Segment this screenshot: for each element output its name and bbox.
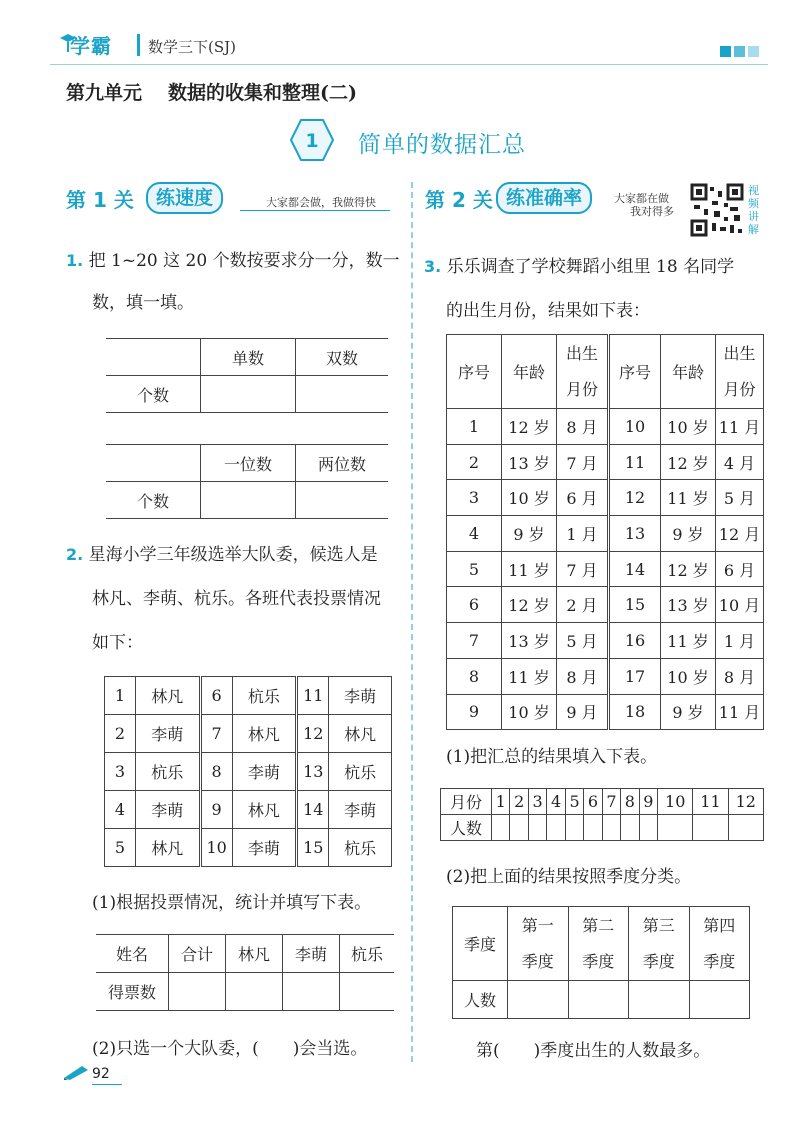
table-row-label: 个数 [106, 376, 201, 413]
table-cell: 18 [609, 694, 661, 730]
birth-row [447, 658, 764, 694]
vote-candidate: 杭乐 [232, 677, 297, 715]
answer-cell[interactable] [584, 815, 602, 841]
vote-class-number: 7 [200, 715, 232, 753]
vote-candidate: 李萌 [329, 677, 392, 715]
qr-label: 视频讲解 [748, 184, 759, 236]
vote-candidate: 杭乐 [136, 753, 201, 791]
vote-class-number: 12 [297, 715, 329, 753]
vote-candidate: 林凡 [329, 715, 392, 753]
table-cell: 1 [447, 409, 502, 445]
table-cell: 9 岁 [661, 694, 716, 730]
q2-sub1: (1)根据投票情况，统计并填写下表。 [92, 893, 372, 913]
header-part: 出生 [565, 343, 598, 363]
q2-line2: 林凡、李萌、杭乐。各班代表投票情况 [92, 589, 381, 609]
brand-name: 学霸 [70, 34, 112, 58]
season-name: 第一 [521, 915, 554, 935]
table-cell: 12 [609, 480, 661, 516]
vote-candidate: 林凡 [136, 677, 201, 715]
season-suffix: 季度 [582, 951, 615, 971]
footer-line [92, 1084, 122, 1085]
season-suffix: 季度 [703, 951, 736, 971]
month-cell: 6 [584, 789, 602, 815]
table-cell: 6 [447, 587, 502, 623]
section-number: 1 [305, 130, 319, 152]
answer-cell[interactable] [658, 815, 693, 841]
table-header: 单数 [201, 339, 296, 376]
table-cell: 9 岁 [502, 516, 557, 552]
vote-candidate: 李萌 [136, 791, 201, 829]
table-cell: 13 岁 [661, 587, 716, 623]
answer-cell[interactable] [602, 815, 620, 841]
q3-text [424, 246, 784, 288]
table-cell: 13 岁 [502, 623, 557, 659]
table-cell: 5 月 [716, 480, 764, 516]
birth-row [447, 694, 764, 730]
month-cell: 7 [602, 789, 620, 815]
table-header: 杭乐 [340, 935, 395, 973]
qr-code-icon[interactable] [690, 183, 744, 237]
table-cell: 14 [609, 551, 661, 587]
table-cell: 15 [609, 587, 661, 623]
table-header: 序号 [447, 335, 502, 409]
table-cell: 10 岁 [661, 658, 716, 694]
vote-class-number: 9 [200, 791, 232, 829]
q3-line1: 乐乐调查了学校舞蹈小组里 18 名同学 [446, 257, 735, 277]
table-row-label: 人数 [441, 815, 492, 841]
table-cell: 5 月 [557, 623, 609, 659]
q2-sub2: (2)只选一个大队委，( )会当选。 [92, 1039, 368, 1059]
q3-month-table [440, 788, 764, 841]
header-part: 出生 [723, 343, 756, 363]
vote-row [105, 829, 392, 867]
answer-cell[interactable] [568, 981, 629, 1019]
month-cell: 10 [658, 789, 693, 815]
season-header [508, 907, 569, 981]
unit-heading [66, 78, 383, 105]
table-header: 李萌 [283, 935, 340, 973]
table-cell: 2 [447, 444, 502, 480]
level2-note2: 我对得多 [630, 205, 674, 218]
table-cell: 10 月 [716, 587, 764, 623]
q3-birth-table [446, 334, 764, 730]
vote-candidate: 李萌 [136, 715, 201, 753]
answer-cell[interactable] [492, 815, 510, 841]
table-header: 年龄 [661, 335, 716, 409]
table-header: 一位数 [201, 445, 296, 482]
table-row-label: 得票数 [96, 973, 169, 1011]
season-name: 第四 [703, 915, 736, 935]
answer-cell[interactable] [547, 815, 565, 841]
vote-class-number: 1 [105, 677, 136, 715]
vote-class-number: 5 [105, 829, 136, 867]
table-cell: 7 [447, 623, 502, 659]
birth-row [447, 587, 764, 623]
q1-table-parity [106, 338, 388, 413]
q3-season-table [452, 906, 750, 1019]
table-header: 林凡 [226, 935, 283, 973]
table-cell: 2 月 [557, 587, 609, 623]
q3-number: 3. [424, 257, 442, 276]
q1-line2: 数，填一填。 [92, 293, 194, 313]
level1-label: 第 1 关 [66, 188, 134, 212]
table-cell: 12 月 [716, 516, 764, 552]
q1-line1: 把 1~20 这 20 个数按要求分一分，数一 [88, 251, 400, 271]
birth-row [447, 444, 764, 480]
table-cell: 16 [609, 623, 661, 659]
answer-cell[interactable] [689, 981, 750, 1019]
table-cell: 10 岁 [502, 480, 557, 516]
table-header [716, 335, 764, 409]
table-cell: 11 岁 [502, 551, 557, 587]
table-header: 两位数 [296, 445, 389, 482]
table-cell [106, 445, 201, 482]
answer-cell[interactable] [693, 815, 728, 841]
birth-row [447, 516, 764, 552]
table-cell: 4 [447, 516, 502, 552]
answer-cell[interactable] [565, 815, 583, 841]
header-line [50, 64, 768, 65]
table-cell: 12 岁 [502, 409, 557, 445]
answer-cell[interactable] [201, 482, 296, 519]
table-cell: 1 月 [557, 516, 609, 552]
vote-candidate: 杭乐 [329, 753, 392, 791]
answer-cell[interactable] [283, 973, 340, 1011]
answer-cell[interactable] [510, 815, 528, 841]
table-header: 年龄 [502, 335, 557, 409]
vote-candidate: 李萌 [329, 791, 392, 829]
answer-cell[interactable] [528, 815, 546, 841]
month-cell: 3 [528, 789, 546, 815]
month-cell: 4 [547, 789, 565, 815]
table-cell: 13 岁 [502, 444, 557, 480]
table-cell: 8 月 [557, 658, 609, 694]
table-cell: 11 岁 [661, 623, 716, 659]
table-header: 姓名 [96, 935, 169, 973]
answer-cell[interactable] [296, 376, 389, 413]
vote-class-number: 15 [297, 829, 329, 867]
birth-row [447, 409, 764, 445]
level1-underline [240, 210, 390, 211]
table-row-label: 季度 [453, 907, 508, 981]
level2-tag: 练准确率 [496, 182, 592, 214]
table-cell: 7 月 [557, 444, 609, 480]
month-cell: 11 [693, 789, 728, 815]
month-cell: 5 [565, 789, 583, 815]
answer-cell[interactable] [728, 815, 763, 841]
month-cell: 1 [492, 789, 510, 815]
table-cell: 5 [447, 551, 502, 587]
birth-row [447, 623, 764, 659]
level1-tag: 练速度 [146, 182, 223, 214]
vote-row [105, 753, 392, 791]
table-header: 合计 [169, 935, 226, 973]
vote-class-number: 4 [105, 791, 136, 829]
table-cell: 10 [609, 409, 661, 445]
table-cell: 11 月 [716, 694, 764, 730]
column-divider [411, 182, 413, 1062]
section-title: 简单的数据汇总 [358, 132, 526, 158]
table-cell: 11 月 [716, 409, 764, 445]
level2-label: 第 2 关 [425, 188, 493, 212]
q2-line3: 如下： [92, 633, 143, 653]
table-cell: 13 [609, 516, 661, 552]
header-part: 月份 [723, 379, 756, 399]
table-cell: 10 岁 [502, 694, 557, 730]
birth-row [447, 551, 764, 587]
q2-line1: 星海小学三年级选举大队委，候选人是 [88, 545, 378, 565]
vote-row [105, 715, 392, 753]
book-title: 数学三下(SJ) [148, 38, 236, 56]
answer-cell[interactable] [201, 376, 296, 413]
vote-class-number: 8 [200, 753, 232, 791]
table-header: 双数 [296, 339, 389, 376]
season-suffix: 季度 [642, 951, 675, 971]
table-cell: 9 岁 [661, 516, 716, 552]
q2-tally-table [96, 934, 394, 1011]
section-badge [290, 118, 334, 162]
header-part: 月份 [565, 379, 598, 399]
table-cell: 6 月 [557, 480, 609, 516]
vote-candidate: 林凡 [136, 829, 201, 867]
q2-number: 2. [66, 545, 84, 564]
table-cell: 6 月 [716, 551, 764, 587]
month-cell: 8 [621, 789, 639, 815]
season-header [629, 907, 690, 981]
answer-cell[interactable] [621, 815, 639, 841]
vote-class-number: 11 [297, 677, 329, 715]
vote-row [105, 677, 392, 715]
q1-text [66, 240, 411, 282]
season-header [568, 907, 629, 981]
answer-cell[interactable] [296, 482, 389, 519]
table-cell: 11 [609, 444, 661, 480]
brand-divider [137, 34, 140, 56]
table-cell: 11 岁 [661, 480, 716, 516]
answer-cell[interactable] [226, 973, 283, 1011]
birth-row [447, 480, 764, 516]
table-row-label: 人数 [453, 981, 508, 1019]
answer-cell[interactable] [508, 981, 569, 1019]
q3-sub1: (1)把汇总的结果填入下表。 [446, 747, 658, 767]
page-number: 92 [92, 1066, 110, 1082]
vote-candidate: 李萌 [232, 829, 297, 867]
table-cell: 11 岁 [502, 658, 557, 694]
table-cell: 3 [447, 480, 502, 516]
season-name: 第二 [582, 915, 615, 935]
level1-note: 大家都会做，我做得快 [266, 196, 376, 209]
header-square [734, 46, 745, 57]
unit-number: 第九单元 [66, 82, 143, 104]
unit-title: 数据的收集和整理(二) [168, 82, 357, 104]
table-cell: 8 月 [716, 658, 764, 694]
q3-line2: 的出生月份，结果如下表： [446, 301, 650, 321]
answer-cell[interactable] [639, 815, 657, 841]
q2-text [66, 534, 411, 576]
vote-candidate: 杭乐 [329, 829, 392, 867]
table-row-label: 个数 [106, 482, 201, 519]
season-name: 第三 [642, 915, 675, 935]
table-cell: 1 月 [716, 623, 764, 659]
vote-class-number: 13 [297, 753, 329, 791]
table-cell: 9 月 [557, 694, 609, 730]
vote-class-number: 6 [200, 677, 232, 715]
table-header: 序号 [609, 335, 661, 409]
q2-vote-table [104, 676, 392, 867]
season-header [689, 907, 750, 981]
month-cell: 2 [510, 789, 528, 815]
vote-class-number: 2 [105, 715, 136, 753]
header-square [748, 46, 759, 57]
table-cell: 8 月 [557, 409, 609, 445]
vote-candidate: 林凡 [232, 715, 297, 753]
vote-class-number: 10 [200, 829, 232, 867]
level2-note1: 大家都在做 [614, 192, 669, 205]
season-suffix: 季度 [521, 951, 554, 971]
table-cell [106, 339, 201, 376]
table-row-label: 月份 [441, 789, 492, 815]
table-cell: 17 [609, 658, 661, 694]
table-cell: 8 [447, 658, 502, 694]
pencil-icon [62, 1064, 90, 1080]
q3-sub2: (2)把上面的结果按照季度分类。 [446, 867, 692, 887]
table-header [557, 335, 609, 409]
q1-table-digits [106, 444, 388, 519]
table-cell: 4 月 [716, 444, 764, 480]
month-cell: 12 [728, 789, 763, 815]
answer-cell[interactable] [169, 973, 226, 1011]
answer-cell[interactable] [340, 973, 395, 1011]
vote-candidate: 林凡 [232, 791, 297, 829]
table-cell: 12 岁 [502, 587, 557, 623]
answer-cell[interactable] [629, 981, 690, 1019]
q3-answer: 第( )季度出生的人数最多。 [476, 1041, 711, 1061]
table-cell: 7 月 [557, 551, 609, 587]
month-cell: 9 [639, 789, 657, 815]
q1-number: 1. [66, 251, 84, 270]
table-cell: 9 [447, 694, 502, 730]
vote-class-number: 3 [105, 753, 136, 791]
header-square [720, 46, 731, 57]
vote-row [105, 791, 392, 829]
vote-class-number: 14 [297, 791, 329, 829]
vote-candidate: 李萌 [232, 753, 297, 791]
table-cell: 12 岁 [661, 551, 716, 587]
table-cell: 10 岁 [661, 409, 716, 445]
table-cell: 12 岁 [661, 444, 716, 480]
